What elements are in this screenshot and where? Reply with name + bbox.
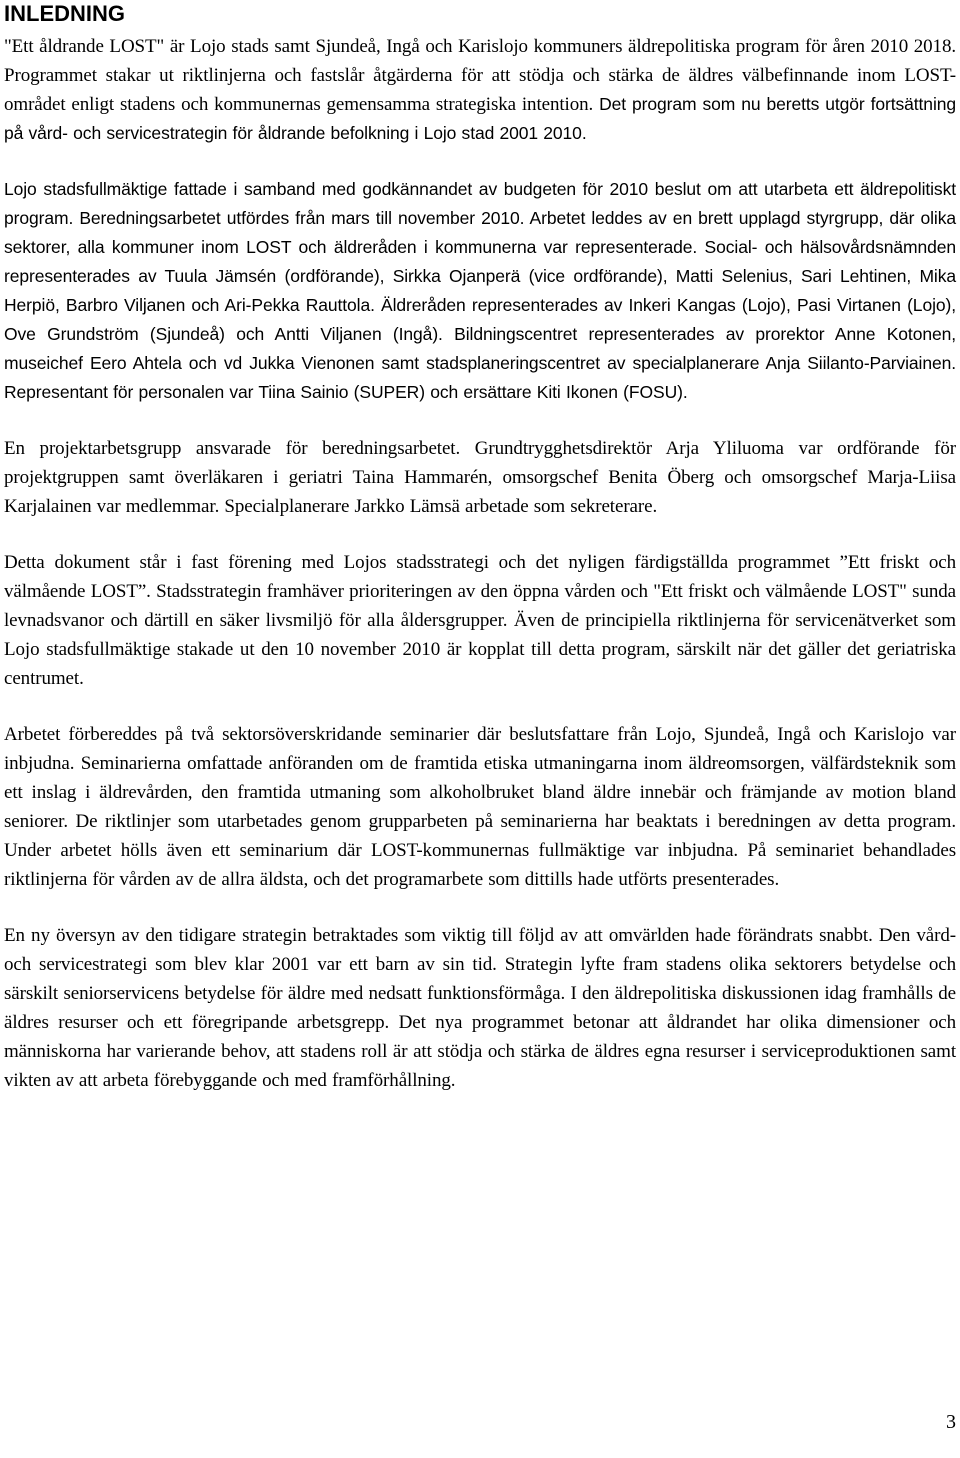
paragraph-gap <box>4 521 956 548</box>
paragraph-intro-part-b: Det program som nu beretts utgör fortsättning på vård- och servicestrategin för åldrande befolkning i Lojo stad 2001 2010. <box>4 94 956 143</box>
page-number: 3 <box>946 1411 956 1433</box>
paragraph-new-review: En ny översyn av den tidigare strategin betraktades som viktig till följd av att omvärlden hade förändrats snabbt. Den vård- och servicestrategi som blev klar 2001 var ett barn av sin tid. Strategin lyfte fram stadens olika sektorers betydelse och särskilt seniorservicens betydelse för äldre med nedsatt funktionsförmåga. I den äldrepolitiska diskussionen idag framhålls de äldres resurser och ett föregripande arbetsgrepp. Det nya programmet betonar att åldrandet har olika dimensioner och människorna har varierande behov, att stadens roll är att stödja och stärka de äldres egna resurser i serviceproduktionen samt vikten av att arbeta förebyggande och med framförhållning. <box>4 925 956 1091</box>
document-page <box>4 0 956 1095</box>
paragraph-intro-part-a: "Ett åldrande LOST" är Lojo stads samt Sjundeå, Ingå och Karislojo kommuners äldrepolitiska program för åren 2010 2018. Programmet stakar ut riktlinjerna och fastslår åtgärderna för att stödja och stärka de äldres välbefinnande inom LOST-området enligt stadens och kommunernas gemensamma strategiska intention. <box>4 36 956 115</box>
paragraph-seminars: Arbetet förbereddes på två sektorsöverskridande seminarier där beslutsfattare från Lojo, Sjundeå, Ingå och Karislojo var inbjudna. Seminarierna omfattade anföranden om de framtida etiska utmaningarna inom äldreomsorgen, välfärdsteknik som ett inslag i äldrevården, den framtida utmaning som alkoholbruket bland äldre innebär och främjande av motion bland seniorer. De riktlinjer som utarbetades genom grupparbeten på seminarierna har beaktats i beredningen av detta program. Under arbetet hölls även ett seminarium där LOST-kommunernas fullmäktige var inbjudna. På seminariet behandlades riktlinjerna för vården av de allra äldsta, och det programarbete som dittills hade utförts presenterades. <box>4 724 956 890</box>
paragraph-gap <box>4 894 956 921</box>
paragraph-city-strategy: Detta dokument står i fast förening med Lojos stadsstrategi och det nyligen färdigställda programmet ”Ett friskt och välmående LOST”. Stadsstrategin framhäver prioriteringen av den öppna vården och "Ett friskt och välmående LOST" sunda levnadsvanor och därtill en säker livsmiljö för alla åldersgrupper. Även de principiella riktlinjerna för servicenätverket som Lojo stadsfullmäktige stakade ut den 10 november 2010 är kopplat till detta program, särskilt när det gäller det geriatriska centrumet. <box>4 552 956 689</box>
paragraph-steering-group: Lojo stadsfullmäktige fattade i samband med godkännandet av budgeten för 2010 beslut om att utarbeta ett äldrepolitiskt program. Beredningsarbetet utfördes från mars till november 2010. Arbetet leddes av en brett upplagd styrgrupp, där olika sektorer, alla kommuner inom LOST och äldreråden i kommunerna var representerade. Social- och hälsovårdsnämnden representerades av Tuula Jämsén (ordförande), Sirkka Ojanperä (vice ordförande), Matti Selenius, Sari Lehtinen, Mika Herpiö, Barbro Viljanen och Ari-Pekka Rauttola. Äldreråden representerades av Inkeri Kangas (Lojo), Pasi Virtanen (Lojo), Ove Grundström (Sjundeå) och Antti Viljanen (Ingå). Bildningscentret representerades av prorektor Anne Kotonen, museichef Eero Ahtela och vd Jukka Vienonen samt stadsplaneringscentret av specialplanerare Anja Siilanto-Parviainen. Representant för personalen var Tiina Sainio (SUPER) och ersättare Kiti Ikonen (FOSU). <box>4 179 956 402</box>
section-heading: INLEDNING <box>4 1 125 26</box>
paragraph-gap <box>4 693 956 720</box>
paragraph-gap <box>4 407 956 434</box>
paragraph-project-group: En projektarbetsgrupp ansvarade för beredningsarbetet. Grundtrygghetsdirektör Arja Yliluoma var ordförande för projektgruppen samt överläkaren i geriatri Taina Hammarén, omsorgschef Benita Öberg och omsorgschef Marja-Liisa Karjalainen var medlemmar. Specialplanerare Jarkko Lämsä arbetade som sekreterare. <box>4 438 956 517</box>
paragraph-gap <box>4 148 956 175</box>
paragraph-intro <box>4 32 956 148</box>
